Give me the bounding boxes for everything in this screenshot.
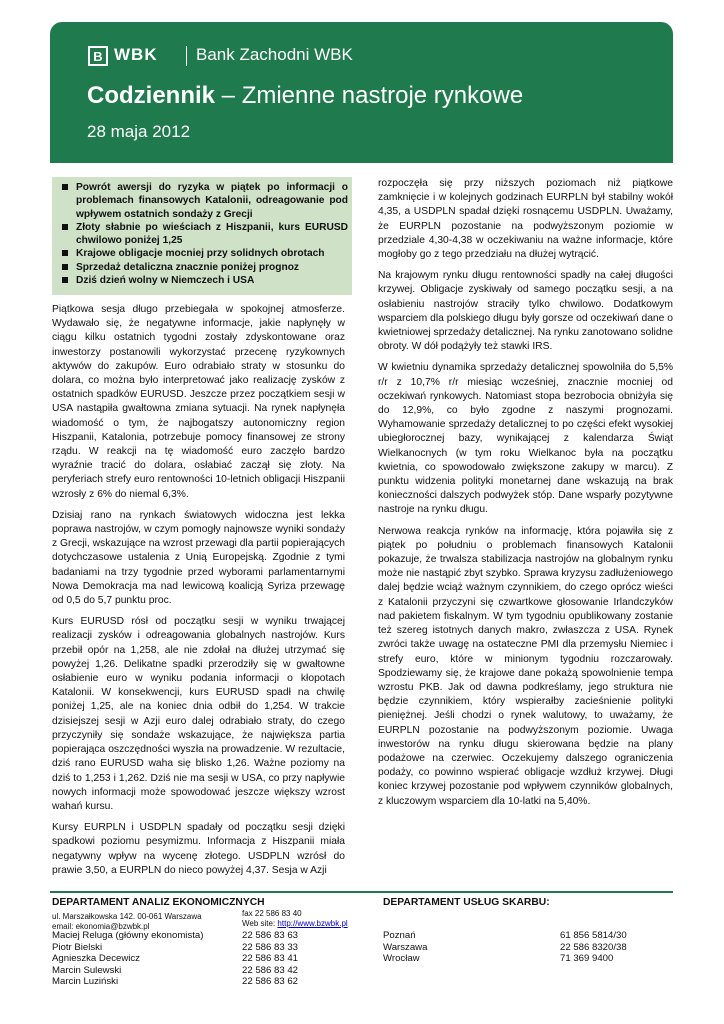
title-rest: – Zmienne nastroje rynkowe bbox=[215, 82, 524, 109]
report-date: 28 maja 2012 bbox=[87, 122, 191, 141]
person-name: Agnieszka Decewicz bbox=[52, 953, 140, 965]
logo-divider bbox=[186, 46, 187, 66]
contact-web bbox=[242, 909, 348, 928]
person-phone: 22 586 83 42 bbox=[242, 964, 299, 976]
table-row bbox=[383, 942, 627, 954]
person-phone: 22 586 83 63 bbox=[242, 930, 299, 941]
website-link[interactable]: http://www.bzwbk.pl bbox=[277, 918, 348, 928]
paragraph: Na krajowym rynku długu rentowności spadły na całej długości krzywej. Obligacje zyskiwały od samego początku sesji, a na osłabieniu nastrojów straciły tylko chwilowo. Dodatkowym wsparciem dla polskiego długu były gorsze od oczekiwań dane o kwietniowej sprzedaży detalicznej. Na rynku zanotowano solidne obroty. W dół podążyły też stawki IRS. bbox=[378, 270, 673, 353]
office-city: Warszawa bbox=[383, 941, 428, 953]
office-phone: 22 586 8320/38 bbox=[560, 941, 627, 953]
logo-text: WBK bbox=[114, 45, 158, 64]
person-phone: 22 586 83 41 bbox=[242, 953, 299, 965]
dept-treasury-heading: DEPARTAMENT USŁUG SKARBU: bbox=[383, 897, 550, 908]
paragraph: Kurs EURUSD rósł od początku sesji w wyniku trwającej realizacji zysków i odreagowania globalnych nastrojów. Kurs przebił opór na 1,258, ale nie zdołał na dłużej utrzymać się powyżej 1,26. Delikatne spadki przerodziły się w gwałtowne osłabienie euro w wyniku podania informacji o kłopotach Katalonii. W konsekwencji, kurs EURUSD spadł na chwilę poniżej 1,25, ale na koniec dnia odbił do 1,254. W trakcie dzisiejszej sesji w Azji euro dalej odrabiało straty, do czego przyczyniły się sondaże wskazujące, że największa partia popierająca oszczędności wyszła na prowadzenie. W rezultacie, dziś rano EURUSD waha się blisko 1,26. Ważne poziomy na dziś to 1,253 i 1,262. Dziś nie ma sesji w USA, co przy napływie nowych informacji może spowodować jeszcze większy wzrost wahań kursu. bbox=[52, 616, 345, 812]
dept-analysis-heading: DEPARTAMENT ANALIZ EKONOMICZNYCH bbox=[52, 897, 265, 908]
contact-address bbox=[52, 912, 202, 931]
bank-logo-icon bbox=[88, 46, 108, 66]
highlight-item: Sprzedaż detaliczna znacznie poniżej prognoz bbox=[58, 261, 348, 274]
office-phone: 71 369 9400 bbox=[560, 953, 614, 965]
office-city: Poznań bbox=[383, 930, 416, 941]
office-phone: 61 856 5814/30 bbox=[560, 930, 627, 941]
paragraph: Piątkowa sesja długo przebiegała w spokojnej atmosferze. Wydawało się, że negatywne informacje, jakie napłynęły w ciągu kilku ostatnich tygodni zostały zdyskontowane oraz inwestorzy postanowili wykorzystać przecenę ryzykownych aktywów do zakupów. Euro odrabiało straty w stosunku do dolara, co można było interpretować jako realizację zysków z ostatnich spadków EURUSD. Jeszcze przez początkiem sesji w USA nastąpiła gwałtowna zmiana sytuacji. Na rynek napłynęła wiadomość o tym, że najbogatszy autonomiczny region Hiszpanii, Katalonia, potrzebuje pomocy finansowej ze strony rządu. W reakcji na tę wiadomość euro zaczęło bardzo wyraźnie tracić do dolara, osłabiać zaczął się złoty. Na peryferiach strefy euro rentowności 10-letnich obligacji Hiszpanii wzrosły z 6% do niemal 6,3%. bbox=[52, 304, 345, 500]
highlight-item: Krajowe obligacje mocniej przy solidnych obrotach bbox=[58, 247, 348, 260]
person-phone: 22 586 83 33 bbox=[242, 941, 299, 953]
table-row bbox=[52, 976, 298, 988]
web-line bbox=[242, 919, 348, 929]
paragraph: Kursy EURPLN i USDPLN spadały od początku sesji dzięki spadkowi poziomu pesymizmu. Informacja z Hiszpanii miała negatywny wpływ na wycenę złotego. USDPLN wzrósł do prawie 3,50, a EURPLN do nieco powyżej 4,37. Sesja w Azji bbox=[52, 822, 345, 876]
table-row bbox=[52, 942, 298, 954]
address: ul. Marszałkowska 142. 00-061 Warszawa bbox=[52, 912, 202, 921]
highlights-list bbox=[58, 181, 348, 287]
header-banner bbox=[50, 22, 673, 163]
offices-table bbox=[383, 930, 627, 965]
table-row bbox=[52, 965, 298, 977]
fax: fax 22 586 83 40 bbox=[242, 909, 302, 918]
person-name: Marcin Luziński bbox=[52, 976, 119, 988]
email: email: ekonomia@bzwbk.pl bbox=[52, 921, 150, 931]
page-title bbox=[87, 82, 523, 110]
economists-table bbox=[52, 930, 298, 988]
web-label: Web site: bbox=[242, 918, 278, 928]
paragraph: Dzisiaj rano na rynkach światowych widoczna jest lekka poprawa nastrojów, w czym pomogły najnowsze wyniki sondaży z Grecji, wskazujące na wzrost przewagi dla partii popierających dotychczasowe ustalenia z Unią Europejską. Zgodnie z tymi badaniami na trzy tygodnie przed wyborami parlamentarnymi Nowa Demokracja ma nad lewicową koalicją Syriza przewagę od 0,5 do 5,7 punktu proc. bbox=[52, 509, 346, 607]
highlight-item: Złoty słabnie po wieściach z Hiszpanii, kurs EURUSD chwilowo poniżej 1,25 bbox=[58, 221, 348, 248]
footer-divider bbox=[50, 891, 673, 893]
person-name: Maciej Reluga (główny ekonomista) bbox=[52, 930, 204, 941]
office-city: Wrocław bbox=[383, 953, 420, 965]
table-row bbox=[383, 953, 627, 965]
highlight-item: Powrót awersji do ryzyka w piątek po informacji o problemach finansowych Katalonii, odreagowanie pod wpływem ostatnich sondaży z Grecji bbox=[58, 181, 348, 221]
table-row bbox=[52, 930, 298, 942]
left-column bbox=[52, 303, 345, 885]
right-column bbox=[378, 177, 673, 816]
title-bold: Codziennik bbox=[87, 82, 216, 109]
person-phone: 22 586 83 62 bbox=[242, 976, 299, 988]
bank-name: Bank Zachodni WBK bbox=[196, 45, 353, 64]
highlights-box bbox=[52, 177, 352, 295]
table-row bbox=[52, 953, 298, 965]
paragraph: rozpoczęła się przy niższych poziomach niż piątkowe zamknięcie i w kolejnych godzinach EURPLN był stabilny wokół 4,35, a USDPLN spadał dzięki rosnącemu USDPLN. Uważamy, że EURPLN pozostanie na podwyższonym poziomie w przedziale 4,30-4,38 w oczekiwaniu na ważne informacje, które mogłoby go z tego przedziału na dłużej wytrącić. bbox=[378, 178, 673, 261]
paragraph: Nerwowa reakcja rynków na informację, która pojawiła się z piątek po południu o problemach finansowych Katalonii pokazuje, że trwalsza stabilizacja nastrojów na globalnym rynku może nie nastąpić zbyt szybko. Sprawa kryzysu zadłużeniowego dalej będzie wciąż ważnym czynnikiem, do czego oprócz wieści z Katalonii przyczyni się czwartkowe głosowanie Irlandczyków nad pakietem fiskalnym. W tym tygodniu opublikowany zostanie też szereg istotnych danych makro, zwłaszcza z USA. Rynek zwróci także uwagę na ostateczne PMI dla przemysłu Niemiec i strefy euro, które w minionym tygodniu rozczarowały. Spodziewamy się, że krajowe dane pokażą spowolnienie tempa wzrostu PKB. Jak od dawna podkreślamy, jego struktura nie będzie czynnikiem, który wspierałby zacieśnienie polityki pieniężnej. Jeśli chodzi o rynek walutowy, to uważamy, że EURPLN pozostanie na podwyższonym poziomie. Uwaga inwestorów na rynku długu skierowana będzie na plany podażowe na czerwiec. Oczekujemy dalszego ograniczenia podaży, co powinno wspierać obligacje wzdłuż krzywej. Długi koniec krzywej pozostanie pod wpływem czynników globalnych, z kluczowym wsparciem dla 10-latki na 5,40%. bbox=[378, 525, 673, 807]
logo-mark: B bbox=[93, 48, 103, 64]
person-name: Marcin Sulewski bbox=[52, 964, 122, 976]
highlight-item: Dziś dzień wolny w Niemczech i USA bbox=[58, 274, 348, 287]
person-name: Piotr Bielski bbox=[52, 941, 103, 953]
table-row bbox=[383, 930, 627, 942]
paragraph: W kwietniu dynamika sprzedaży detalicznej spowolniła do 5,5% r/r z 10,7% r/r miesiąc wcześniej, znacznie mocniej od oczekiwań rynkowych. Natomiast stopa bezrobocia obniżyła się do 12,9%, co było zgodne z naszymi prognozami. Wyhamowanie sprzedaży detalicznej to po części efekt wysokiej ubiegłorocznej bazy, wynikającej z kalendarza Świąt Wielkanocnych (w tym roku Wielkanoc była na początku kwietnia, co spowodowało zwiększone zakupy w marcu). Z punktu widzenia polityki monetarnej dane wskazują na brak konieczności dalszych podwyżek stóp. Dane wsparły pozytywne nastroje na rynku długu. bbox=[378, 362, 673, 516]
